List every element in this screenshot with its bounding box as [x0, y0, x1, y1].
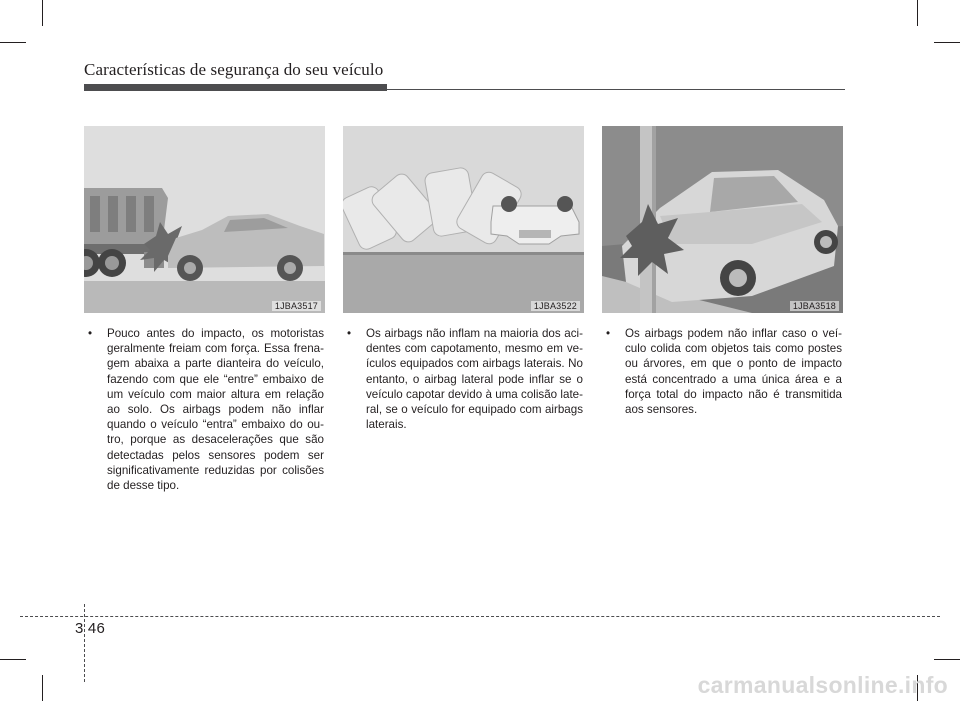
figure-rollover — [343, 126, 584, 313]
crop-mark — [42, 0, 43, 26]
page-title: Características de segurança do seu veículo — [84, 60, 384, 79]
figure-truck-underride — [84, 126, 325, 313]
crop-mark — [934, 42, 960, 43]
crop-mark — [42, 675, 43, 701]
paragraph-rollover: Os airbags não inflam na maioria dos acidentes com capotamento, mesmo em veículos equipados com airbags laterais. No entanto, o airbag lateral pode inflar se o veículo capotar devido à uma colisão lateral, se o veículo for equipado com airbags laterais. — [366, 327, 583, 432]
figure-code: 1JBA3518 — [790, 301, 839, 311]
page-number: 3 46 — [75, 620, 105, 637]
watermark: carmanualsonline.info — [697, 672, 948, 698]
crop-mark — [0, 42, 26, 43]
title-rule-thick — [84, 84, 387, 91]
figure-code: 1JBA3517 — [272, 301, 321, 311]
crop-mark — [934, 659, 960, 660]
footer-margin-rule — [84, 604, 85, 682]
text-column-underride — [84, 326, 324, 493]
crop-mark — [0, 659, 26, 660]
footer-rule — [20, 616, 940, 617]
figure-pole-impact — [602, 126, 843, 313]
text-column-rollover — [343, 326, 583, 432]
crop-mark — [917, 0, 918, 26]
title-rule-thin — [387, 89, 845, 90]
car-rollover-illustration-icon — [343, 126, 584, 313]
truck-rear-collision-illustration-icon — [84, 126, 325, 313]
bullet: • — [347, 327, 352, 340]
figure-code: 1JBA3522 — [531, 301, 580, 311]
paragraph-underride: Pouco antes do impacto, os motoristas geralmente freiam com força. Essa frenagem abaixa a parte dianteira do veículo, fazendo com que ele “entre” embaixo de um veículo com maior altura em relação ao solo. Os airbags podem não inflar quando o veículo “entra” embaixo do outro, porque as desacelerações que são detectadas pelos sensores podem ser significativamente reduzidas por colisões de desse tipo. — [107, 327, 324, 493]
bullet: • — [88, 327, 93, 340]
bullet: • — [606, 327, 611, 340]
text-column-pole — [602, 326, 842, 417]
car-pole-impact-illustration-icon — [602, 126, 843, 313]
paragraph-pole: Os airbags podem não inflar caso o veículo colida com objetos tais como postes ou árvores, em que o ponto de impacto está concentrado a uma única área e a força total do impacto não é transmitida aos sensores. — [625, 327, 842, 417]
